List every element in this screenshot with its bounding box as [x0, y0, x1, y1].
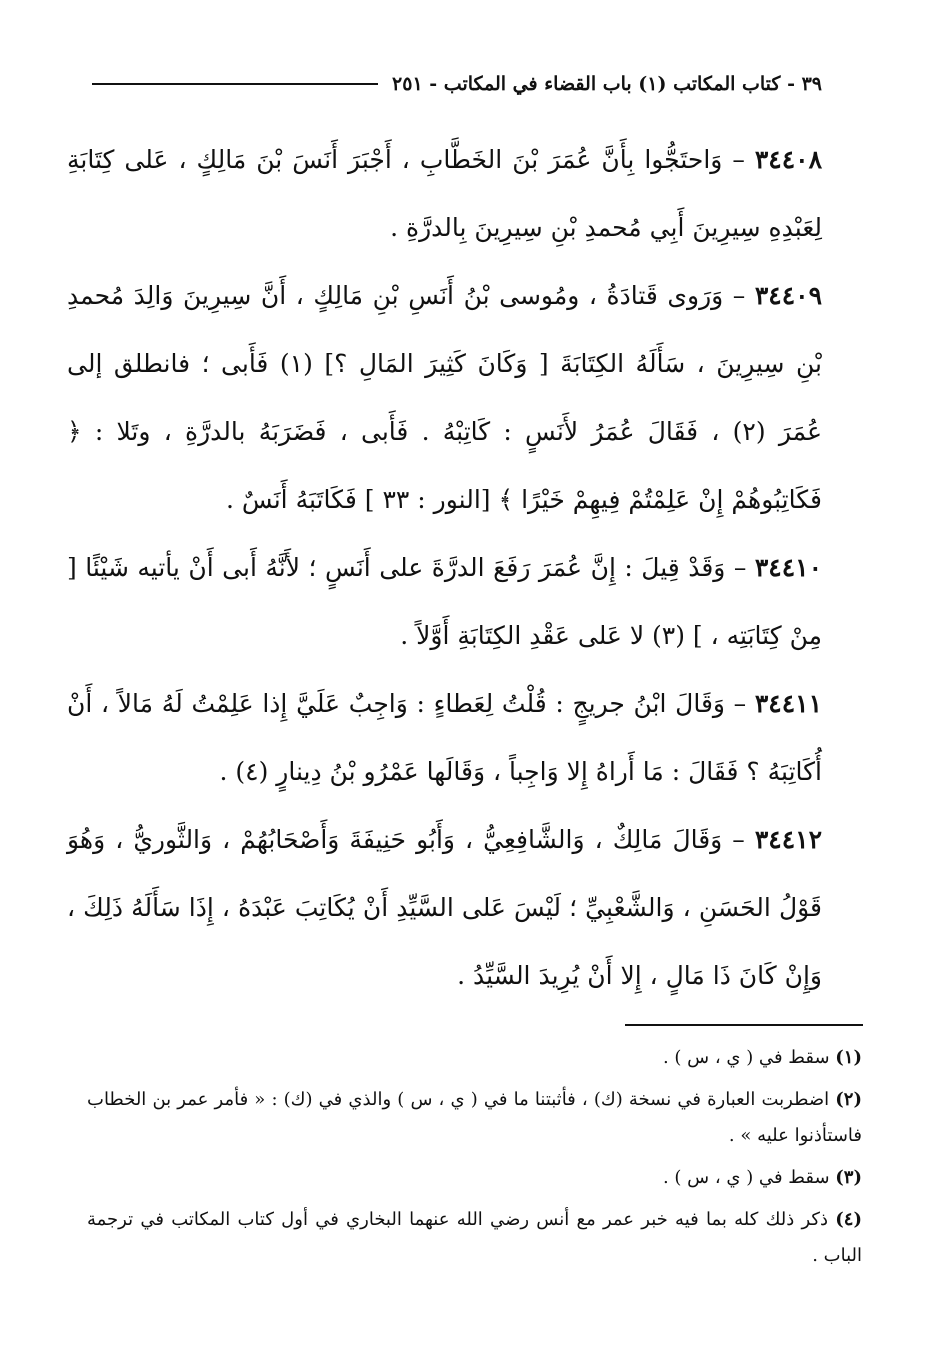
footnote-number: (٣): [835, 1167, 862, 1188]
paragraph-number: ٣٤٤٠٩: [754, 281, 822, 310]
footnote-text: اضطربت العبارة في نسخة (ك) ، فأثبتنا ما في ( ي ، س ) والذي في (ك) : « فأمر عمر بن الخطاب فاستأذنوا عليه » .: [87, 1089, 862, 1146]
paragraph-text: – وَرَوى قَتادَةُ ، ومُوسى بْنُ أَنَسِ بْنِ مَالِكٍ ، أَنَّ سِيرِينَ وَالِدَ مُحمدِ بْنِ سِيرِينَ ، سَأَلَهُ الكِتَابَةَ [ وَكَانَ كَثِيرَ المَالِ ؟] (١) فَأَبى ؛ فانطلق إلى عُمَرَ (٢) ، فَقَالَ عُمَرُ لأَنَسٍ : كَاتِبْهُ . فَأَبى ، فَضَرَبَهُ بالدرَّةِ ، وتَلا : ﴿ فَكَاتِبُوهُمْ إِنْ عَلِمْتُمْ فِيهِمْ خَيْرًا ﴾ [النور : ٣٣ ] فَكَاتَبَهُ أَنَسٌ .: [67, 281, 822, 514]
footnotes: [87, 1040, 862, 1280]
footnote-1: [87, 1040, 862, 1076]
paragraph-number: ٣٤٤١٠: [754, 553, 822, 582]
paragraph-number: ٣٤٤١٢: [754, 825, 822, 854]
paragraph-number: ٣٤٤٠٨: [754, 145, 822, 174]
footnote-number: (١): [835, 1047, 862, 1068]
footnote-text: ذكر ذلك كله بما فيه خبر عمر مع أنس رضي الله عنهما البخاري في أول كتاب المكاتب في ترجمة الباب .: [87, 1209, 862, 1266]
header-rule: [92, 83, 378, 85]
footnote-4: [87, 1202, 862, 1274]
footnote-separator: [625, 1024, 863, 1026]
footnote-3: [87, 1160, 862, 1196]
footnote-text: سقط في ( ي ، س ) .: [662, 1167, 836, 1188]
paragraph-text: – وَقَدْ قِيلَ : إِنَّ عُمَرَ رَفَعَ الدرَّةَ على أَنَسٍ ؛ لأَنَّهُ أَبى أَنْ يأتيه شَيْئًا [ مِنْ كِتَابَتِه ، ] (٣) لا عَلى عَقْدِ الكِتَابَةِ أَوَّلاً .: [67, 553, 822, 650]
paragraph-34411: [67, 670, 822, 806]
footnote-2: [87, 1082, 862, 1154]
paragraph-34408: [67, 126, 822, 262]
paragraph-34409: [67, 262, 822, 534]
paragraph-34410: [67, 534, 822, 670]
running-header: [92, 62, 822, 106]
paragraph-34412: [67, 806, 822, 1010]
footnote-text: سقط في ( ي ، س ) .: [662, 1047, 836, 1068]
paragraph-text: – وَاحتَجُّوا بِأَنَّ عُمَرَ بْنَ الخَطَّابِ ، أَجْبَرَ أَنَسَ بْنَ مَالِكٍ ، عَلى كِتَابَةِ لِعَبْدِهِ سِيرِينَ أَبِي مُحمدِ بْنِ سِيرِينَ بِالدرَّةِ .: [67, 145, 822, 242]
header-title: ٣٩ - كتاب المكاتب (١) باب القضاء في المكاتب - ٢٥١: [392, 73, 822, 95]
footnote-number: (٤): [835, 1209, 862, 1230]
paragraph-text: – وَقَالَ مَالِكٌ ، وَالشَّافِعِيُّ ، وَأَبُو حَنِيفَةَ وَأَصْحَابُهُمْ ، وَالثَّوريُّ ، وَهُوَ قَوْلُ الحَسَنِ ، وَالشَّعْبِيِّ ؛ لَيْسَ عَلى السَّيِّدِ أَنْ يُكَاتِبَ عَبْدَهُ ، إِذَا سَأَلَهُ ذَلِكَ ، وَإِنْ كَانَ ذَا مَالٍ ، إِلا أَنْ يُرِيدَ السَّيِّدُ .: [67, 825, 822, 990]
paragraph-text: – وَقَالَ ابْنُ جريجٍ : قُلْتُ لِعَطاءٍ : وَاجِبٌ عَلَيَّ إِذا عَلِمْتُ لَهُ مَالاً ، أَنْ أُكَاتِبَهُ ؟ فَقَالَ : مَا أَراهُ إِلا وَاجِباً ، وَقَالَها عَمْرُو بْنُ دِينارٍ (٤) .: [67, 689, 822, 786]
paragraph-number: ٣٤٤١١: [754, 689, 822, 718]
footnote-number: (٢): [835, 1089, 862, 1110]
